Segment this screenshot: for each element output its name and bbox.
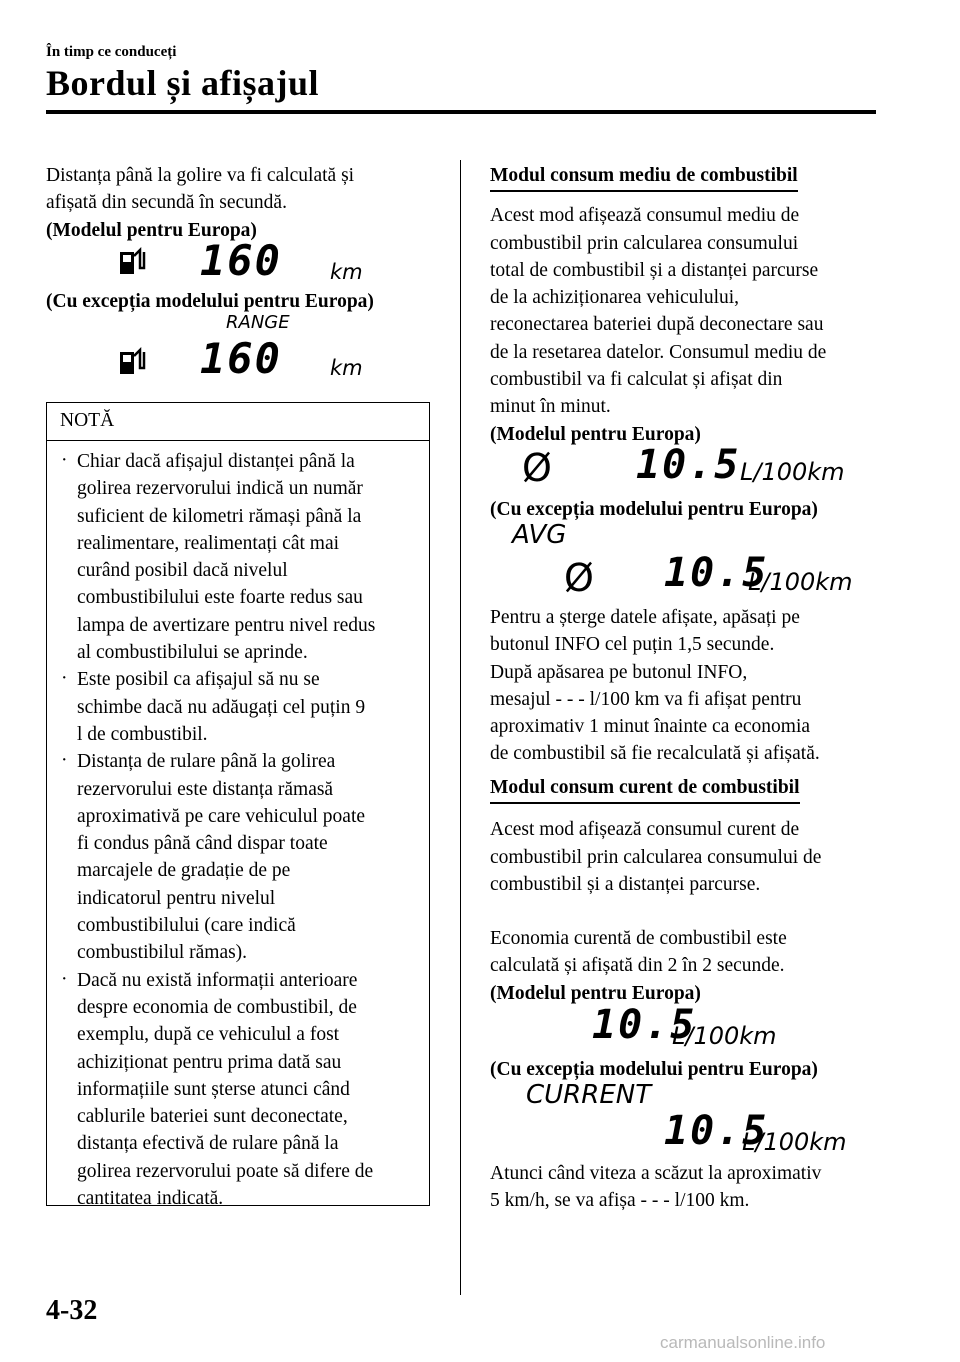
page-number: 4-32 xyxy=(46,1295,98,1326)
label-europe: (Modelul pentru Europa) xyxy=(46,219,257,241)
avg-section: Modul consum mediu de combustibil Acest mod afișează consumul mediu de combustibil prin calcularea consumului total de combustibil și a distanței parcurse de la achiziționarea vehiculului, reconectarea bateriei după deconectare sau de la resetarea datelor. Consumul mediu de combustibil va fi calculat și afișat din minut în minut. (Modelul pentru Europa) xyxy=(490,162,890,448)
current-label: CURRENT xyxy=(526,1080,652,1110)
fuel-pump-icon xyxy=(118,244,148,281)
current-value-europe: 10.5 xyxy=(592,1002,697,1048)
average-symbol-icon: Ø xyxy=(522,446,552,490)
page-title: Bordul și afișajul xyxy=(46,63,320,103)
current-after: Atunci când viteza a scăzut la aproximativ 5 km/h, se va afișa - - - l/100 km. xyxy=(490,1163,822,1212)
note-item: · Este posibil ca afișajul să nu se schimbe dacă nu adăugați cel puțin 9 l de combustibil. xyxy=(59,666,421,748)
range-label: RANGE xyxy=(226,312,290,333)
avg-heading: Modul consum mediu de combustibil xyxy=(490,162,798,192)
current-section: Modul consum curent de combustibil Acest mod afișează consumul curent de combustibil prin calcularea consumului de combustibil și a distanței parcurse. Economia curentă de combustibil este calculată și afișată din 2 în 2 secunde. (Modelul pentru Europa) xyxy=(490,774,890,1007)
column-divider xyxy=(460,160,461,1295)
bullet-icon: · xyxy=(61,968,68,990)
note-item: · Distanța de rulare până la golirea rezervorului este distanța rămasă aproximativă pe care vehiculul poate fi condus până când dispar toate marcajele de gradație de pe indicatorul pentru nivelul combustibilului (care indică combustibilul rămas). xyxy=(59,748,421,966)
intro-line: afișată din secundă în secundă. xyxy=(46,192,287,214)
range-unit-non-europe: km xyxy=(330,356,363,380)
range-value-europe: 160 xyxy=(200,236,282,285)
average-symbol-icon: Ø xyxy=(564,556,594,600)
current-unit-non-europe: L/100km xyxy=(742,1128,847,1156)
label-europe: (Modelul pentru Europa) xyxy=(490,423,701,445)
fuel-pump-icon xyxy=(118,344,148,381)
note-header xyxy=(47,403,429,441)
label-europe: (Modelul pentru Europa) xyxy=(490,982,701,1004)
bullet-icon: · xyxy=(61,450,68,471)
current-value-non-europe: 10.5 xyxy=(664,1108,769,1154)
label-non-europe: (Cu excepția modelului pentru Europa) xyxy=(490,499,818,520)
current-unit-europe: L/100km xyxy=(672,1022,777,1050)
current-heading: Modul consum curent de combustibil xyxy=(490,774,800,804)
note-title: NOTĂ xyxy=(60,410,115,431)
avg-unit-non-europe: L/100km xyxy=(748,568,853,596)
label-non-europe: (Cu excepția modelului pentru Europa) xyxy=(490,1059,818,1080)
range-unit-europe: km xyxy=(330,260,363,284)
label-non-europe: (Cu excepția modelului pentru Europa) xyxy=(46,291,374,312)
bullet-icon: · xyxy=(61,668,68,690)
note-item: · Dacă nu există informații anterioare despre economia de combustibil, de exemplu, după ce vehiculul a fost achiziționat pentru prima dată sau informațiile sunt șterse atunci când cablurile bateriei sunt deconectate, distanța efectivă de rulare până la golirea rezervorului poate să difere de cantitatea indicată. xyxy=(59,967,421,1213)
bullet-icon: · xyxy=(61,750,68,772)
note-list xyxy=(59,448,421,1212)
avg-after: Pentru a șterge datele afișate, apăsați pe butonul INFO cel puțin 1,5 secunde. După apăsarea pe butonul INFO, mesajul - - - l/100 km va fi afișat pentru aproximativ 1 minut înainte ca economia de combustibil să fie recalculată și afișată. xyxy=(490,607,820,765)
header-rule xyxy=(46,110,876,114)
range-value-non-europe: 160 xyxy=(200,334,282,383)
avg-value-europe: 10.5 xyxy=(636,442,741,488)
left-intro xyxy=(46,162,446,244)
intro-line: Distanța până la golire va fi calculată și xyxy=(46,165,355,186)
avg-label: AVG xyxy=(512,520,567,550)
avg-unit-europe: L/100km xyxy=(740,458,845,486)
chapter-label: În timp ce conduceți xyxy=(46,44,177,60)
avg-value-non-europe: 10.5 xyxy=(664,550,769,596)
footer-watermark: carmanualsonline.info xyxy=(660,1333,826,1352)
note-box xyxy=(46,402,430,1210)
note-item: · Chiar dacă afișajul distanței până la golirea rezervorului indică un număr suficient de kilometri rămași până la realimentare, realimentați cât mai curând posibil dacă nivelul combustibilului este foarte redus sau lampa de avertizare pentru nivel redus al combustibilului se aprinde. xyxy=(59,448,421,666)
